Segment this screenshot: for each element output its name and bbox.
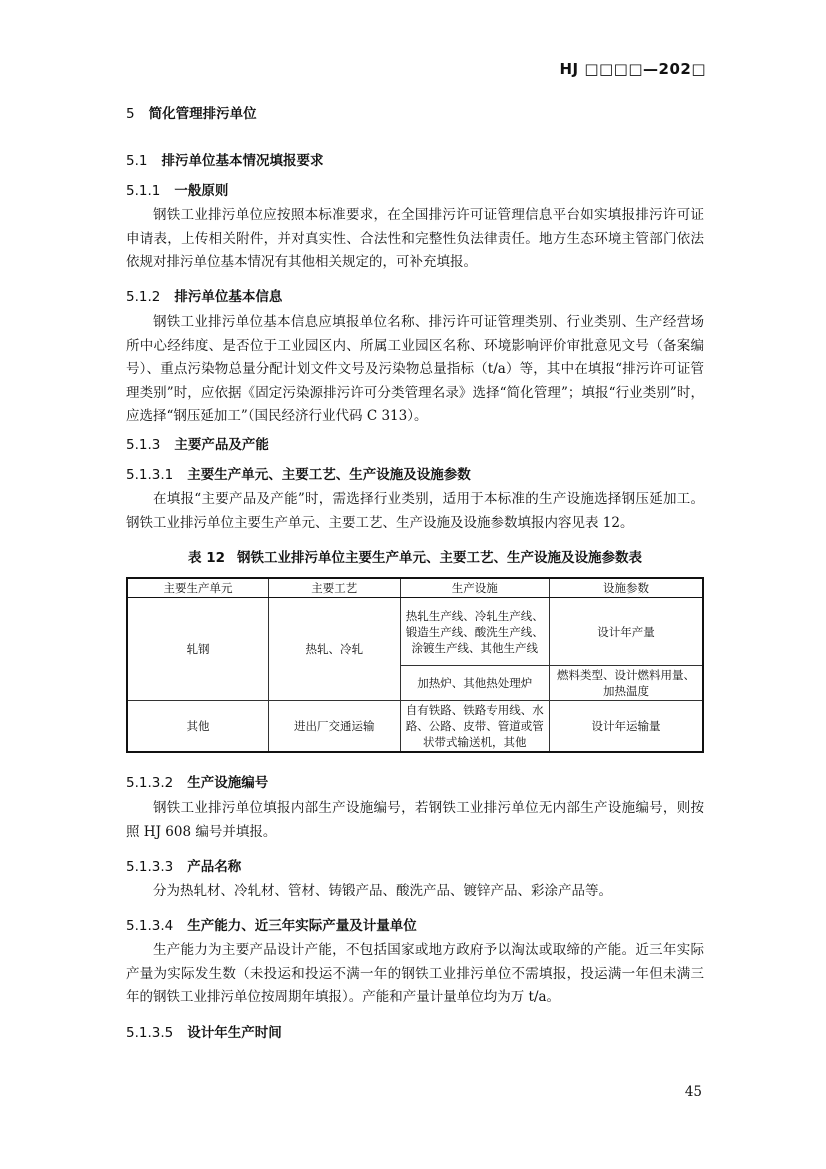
heading-number: 5.1.3.5 xyxy=(126,1025,174,1041)
heading-number: 5.1.3.4 xyxy=(126,918,174,934)
cell-parameter: 设计年运输量 xyxy=(550,701,703,753)
heading-number: 5.1.2 xyxy=(126,289,161,305)
heading-title: 生产设施编号 xyxy=(187,775,269,791)
heading-number: 5.1.3.3 xyxy=(126,859,174,875)
heading-5-1-3-5 xyxy=(126,1021,704,1041)
column-header-unit: 主要生产单元 xyxy=(127,578,268,598)
cell-unit: 其他 xyxy=(127,701,268,753)
cell-facility: 自有铁路、铁路专用线、水路、公路、皮带、管道或管状带式输送机，其他 xyxy=(400,701,549,753)
heading-title: 排污单位基本信息 xyxy=(174,289,283,305)
heading-title: 一般原则 xyxy=(174,183,229,199)
heading-title: 设计年生产时间 xyxy=(187,1025,282,1041)
heading-title: 产品名称 xyxy=(187,859,242,875)
paragraph-5-1-2: 钢铁工业排污单位基本信息应填报单位名称、排污许可证管理类别、行业类别、生产经营场所中心经纬度、是否位于工业园区内、所属工业园区名称、环境影响评价审批意见文号（备案编号）、重点污染物总量分配计划文件文号及污染物总量指标（t/a）等，其中在填报“排污许可证管理类别”时，应依据《固定污染源排污许可分类管理名录》选择“简化管理”；填报“行业类别”时，应选择“钢压延加工”（国民经济行业代码 C 313）。 xyxy=(126,314,704,424)
heading-title: 排污单位基本情况填报要求 xyxy=(161,153,324,169)
cell-unit: 轧钢 xyxy=(127,598,268,701)
cell-parameter: 燃料类型、设计燃料用量、加热温度 xyxy=(550,666,703,701)
heading-5-1-1 xyxy=(126,179,704,199)
heading-5-1-2 xyxy=(126,285,704,305)
column-header-facility: 生产设施 xyxy=(400,578,549,598)
heading-title: 主要产品及产能 xyxy=(174,437,269,453)
cell-facility: 热轧生产线、冷轧生产线、锻造生产线、酸洗生产线、涂镀生产线、其他生产线 xyxy=(400,598,549,666)
heading-number: 5.1.1 xyxy=(126,183,161,199)
paragraph-5-1-3-4: 生产能力为主要产品设计产能，不包括国家或地方政府予以淘汰或取缔的产能。近三年实际产量为实际发生数（未投运和投运不满一年的钢铁工业排污单位不需填报，投运满一年但未满三年的钢铁工业排污单位按周期年填报）。产能和产量计量单位均为万 t/a。 xyxy=(126,942,704,1005)
table-header-row xyxy=(127,578,703,598)
heading-number: 5.1.3.1 xyxy=(126,467,174,483)
paragraph-5-1-3-3: 分为热轧材、冷轧材、管材、铸锻产品、酸洗产品、镀锌产品、彩涂产品等。 xyxy=(153,883,612,899)
heading-title: 主要生产单元、主要工艺、生产设施及设施参数 xyxy=(187,467,471,483)
cell-process: 进出厂交通运输 xyxy=(268,701,400,753)
document-code: HJ □□□□—202□ xyxy=(559,60,706,78)
paragraph-5-1-3-1: 在填报“主要产品及产能”时，需选择行业类别，适用于本标准的生产设施选择钢压延加工。钢铁工业排污单位主要生产单元、主要工艺、生产设施及设施参数填报内容见表 12。 xyxy=(126,491,704,531)
column-header-parameter: 设施参数 xyxy=(550,578,703,598)
paragraph-5-1-3-2: 钢铁工业排污单位填报内部生产设施编号，若钢铁工业排污单位无内部生产设施编号，则按照 HJ 608 编号并填报。 xyxy=(126,800,704,840)
table-caption xyxy=(126,546,704,566)
heading-5-1-3-1 xyxy=(126,463,704,483)
heading-5-1-3-3 xyxy=(126,855,704,875)
heading-number: 5.1.3 xyxy=(126,437,161,453)
heading-number: 5.1 xyxy=(126,153,148,169)
page-number: 45 xyxy=(684,1084,702,1100)
table-caption-number: 表 12 xyxy=(188,550,225,566)
heading-5-1-3-4 xyxy=(126,914,704,934)
facility-parameter-table xyxy=(126,577,704,753)
column-header-process: 主要工艺 xyxy=(268,578,400,598)
heading-5 xyxy=(126,102,704,122)
table-caption-title: 钢铁工业排污单位主要生产单元、主要工艺、生产设施及设施参数表 xyxy=(237,550,642,566)
cell-process: 热轧、冷轧 xyxy=(268,598,400,701)
cell-facility: 加热炉、其他热处理炉 xyxy=(400,666,549,701)
heading-5-1-3 xyxy=(126,433,704,453)
table-row xyxy=(127,598,703,666)
heading-5-1 xyxy=(126,149,704,169)
cell-parameter: 设计年产量 xyxy=(550,598,703,666)
heading-title: 生产能力、近三年实际产量及计量单位 xyxy=(187,918,417,934)
table-row xyxy=(127,701,703,753)
paragraph-5-1-1: 钢铁工业排污单位应按照本标准要求，在全国排污许可证管理信息平台如实填报排污许可证申请表，上传相关附件，并对真实性、合法性和完整性负法律责任。地方生态环境主管部门依法依规对排污单位基本情况有其他相关规定的，可补充填报。 xyxy=(126,207,704,270)
heading-title: 简化管理排污单位 xyxy=(148,106,257,122)
heading-5-1-3-2 xyxy=(126,771,704,791)
heading-number: 5.1.3.2 xyxy=(126,775,174,791)
heading-number: 5 xyxy=(126,106,135,122)
